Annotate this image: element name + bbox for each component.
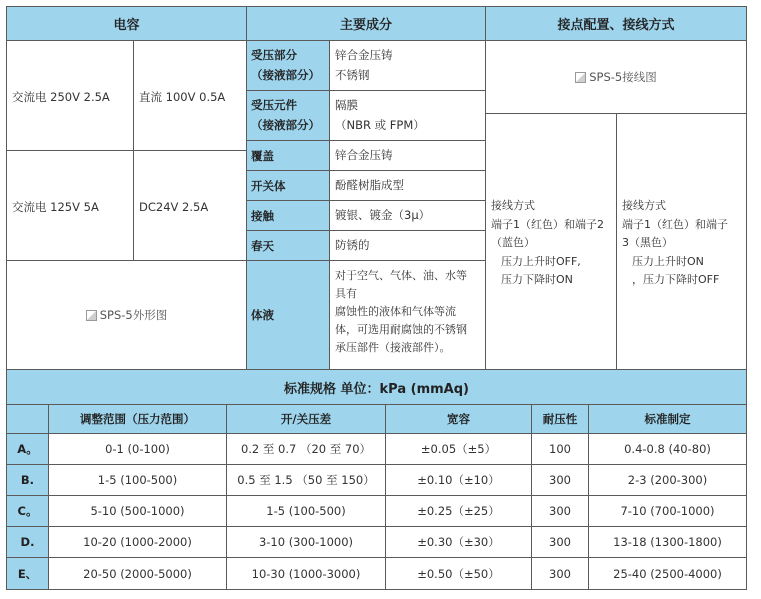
- spec-cell: 13-18 (1300-1800): [589, 527, 747, 558]
- spec-col-header: 调整范围（压力范围）: [49, 405, 227, 434]
- spec-cell: 300: [532, 527, 589, 558]
- spec-row-label: A。: [7, 434, 49, 465]
- component-value-line: （NBR 或 FPM）: [335, 118, 425, 132]
- spec-col-header: 宽容: [386, 405, 532, 434]
- wiring-left: [486, 114, 617, 370]
- header-capacity: 电容: [7, 7, 247, 41]
- spec-col-header: 开/关压差: [227, 405, 386, 434]
- spec-cell: ±0.50（±50）: [386, 558, 532, 590]
- spec-cell: 0.4-0.8 (40-80): [589, 434, 747, 465]
- wiring-line: 端子1（红色）和端子2: [491, 217, 604, 231]
- spec-cell: 300: [532, 558, 589, 590]
- spec-cell: 25-40 (2500-4000): [589, 558, 747, 590]
- spec-cell: 5-10 (500-1000): [49, 496, 227, 527]
- spec-title: 标准规格 单位：kPa (mmAq): [7, 370, 747, 405]
- wiring-line: 接线方式: [622, 199, 666, 213]
- spec-cell: ±0.05（±5）: [386, 434, 532, 465]
- component-value-line: 不锈钢: [335, 68, 370, 82]
- outline-image-alt: SPS-5外形图: [99, 308, 168, 322]
- spec-row-label: C。: [7, 496, 49, 527]
- wiring-line: 3（黑色）: [622, 236, 673, 250]
- wiring-line: 端子1（红色）和端子: [622, 217, 728, 231]
- component-label: 春天: [247, 231, 330, 261]
- spec-cell: 1-5 (100-500): [49, 465, 227, 496]
- component-value-line: 对于空气、气体、油、水等: [335, 269, 467, 282]
- broken-image-icon: [575, 72, 586, 83]
- wiring-image-cell: [486, 41, 747, 114]
- spec-cell: 3-10 (300-1000): [227, 527, 386, 558]
- component-value-line: 锌合金压铸: [335, 48, 393, 62]
- wiring-line: 压力上升时ON: [632, 254, 704, 268]
- component-label-line: 受压部分: [251, 48, 297, 62]
- capacity-ac250: 交流电 250V 2.5A: [7, 41, 134, 151]
- component-label: 接触: [247, 201, 330, 231]
- component-value: 锌合金压铸: [330, 141, 486, 171]
- spec-cell: 0.5 至 1.5 （50 至 150）: [227, 465, 386, 496]
- spec-cell: ±0.25（±25）: [386, 496, 532, 527]
- spec-cell: 1-5 (100-500): [227, 496, 386, 527]
- spec-cell: 0.2 至 0.7 （20 至 70）: [227, 434, 386, 465]
- component-label: [247, 91, 330, 141]
- spec-row-label: D.: [7, 527, 49, 558]
- wiring-line: 压力下降时ON: [501, 273, 573, 287]
- wiring-line: 接线方式: [491, 199, 535, 213]
- wiring-image: [575, 69, 657, 85]
- spec-cell: 300: [532, 496, 589, 527]
- component-label: [247, 41, 330, 91]
- wiring-line: ，压力下降时OFF: [632, 273, 720, 287]
- component-label-line: （接液部分）: [251, 68, 320, 82]
- component-label-line: （接液部分）: [251, 118, 320, 132]
- component-label-line: 受压元件: [251, 98, 297, 112]
- component-value-line: 承压部件（接液部件）。: [335, 341, 451, 354]
- header-contacts: 接点配置、接线方式: [486, 7, 747, 41]
- component-value: 镀银、镀金（3μ）: [330, 201, 486, 231]
- component-label: 覆盖: [247, 141, 330, 171]
- component-value: 防锈的: [330, 231, 486, 261]
- spec-cell: ±0.30（±30）: [386, 527, 532, 558]
- wiring-right: [617, 114, 747, 370]
- broken-image-icon: [86, 310, 97, 321]
- component-label: 体液: [247, 261, 330, 370]
- spec-cell: 10-20 (1000-2000): [49, 527, 227, 558]
- spec-cell: 7-10 (700-1000): [589, 496, 747, 527]
- component-value: [330, 41, 486, 91]
- spec-row-label: B.: [7, 465, 49, 496]
- component-value: [330, 261, 486, 370]
- component-value: [330, 91, 486, 141]
- wiring-image-alt: SPS-5接线图: [589, 70, 657, 84]
- component-value-line: 体，可选用耐腐蚀的不锈钢: [335, 323, 467, 336]
- spec-row-label: E、: [7, 558, 49, 590]
- capacity-ac125: 交流电 125V 5A: [7, 151, 134, 261]
- outline-image: [86, 307, 168, 323]
- spec-cell: 20-50 (2000-5000): [49, 558, 227, 590]
- spec-cell: 100: [532, 434, 589, 465]
- spec-col-header: [7, 405, 49, 434]
- component-value: 酚醛树脂成型: [330, 171, 486, 201]
- spec-cell: 300: [532, 465, 589, 496]
- spec-cell: 10-30 (1000-3000): [227, 558, 386, 590]
- component-value-line: 腐蚀性的液体和气体等流: [335, 305, 456, 318]
- wiring-line: 压力上升时OFF,: [501, 254, 581, 268]
- component-value-line: 具有: [335, 287, 357, 300]
- wiring-line: （蓝色）: [491, 236, 535, 250]
- spec-cell: 2-3 (200-300): [589, 465, 747, 496]
- outline-image-cell: [7, 261, 247, 370]
- capacity-dc24: DC24V 2.5A: [134, 151, 247, 261]
- component-value-line: 隔膜: [335, 98, 358, 112]
- capacity-dc100: 直流 100V 0.5A: [134, 41, 247, 151]
- header-main-components: 主要成分: [247, 7, 486, 41]
- component-label: 开关体: [247, 171, 330, 201]
- spec-cell: ±0.10（±10）: [386, 465, 532, 496]
- spec-col-header: 标准制定: [589, 405, 747, 434]
- spec-col-header: 耐压性: [532, 405, 589, 434]
- spec-cell: 0-1 (0-100): [49, 434, 227, 465]
